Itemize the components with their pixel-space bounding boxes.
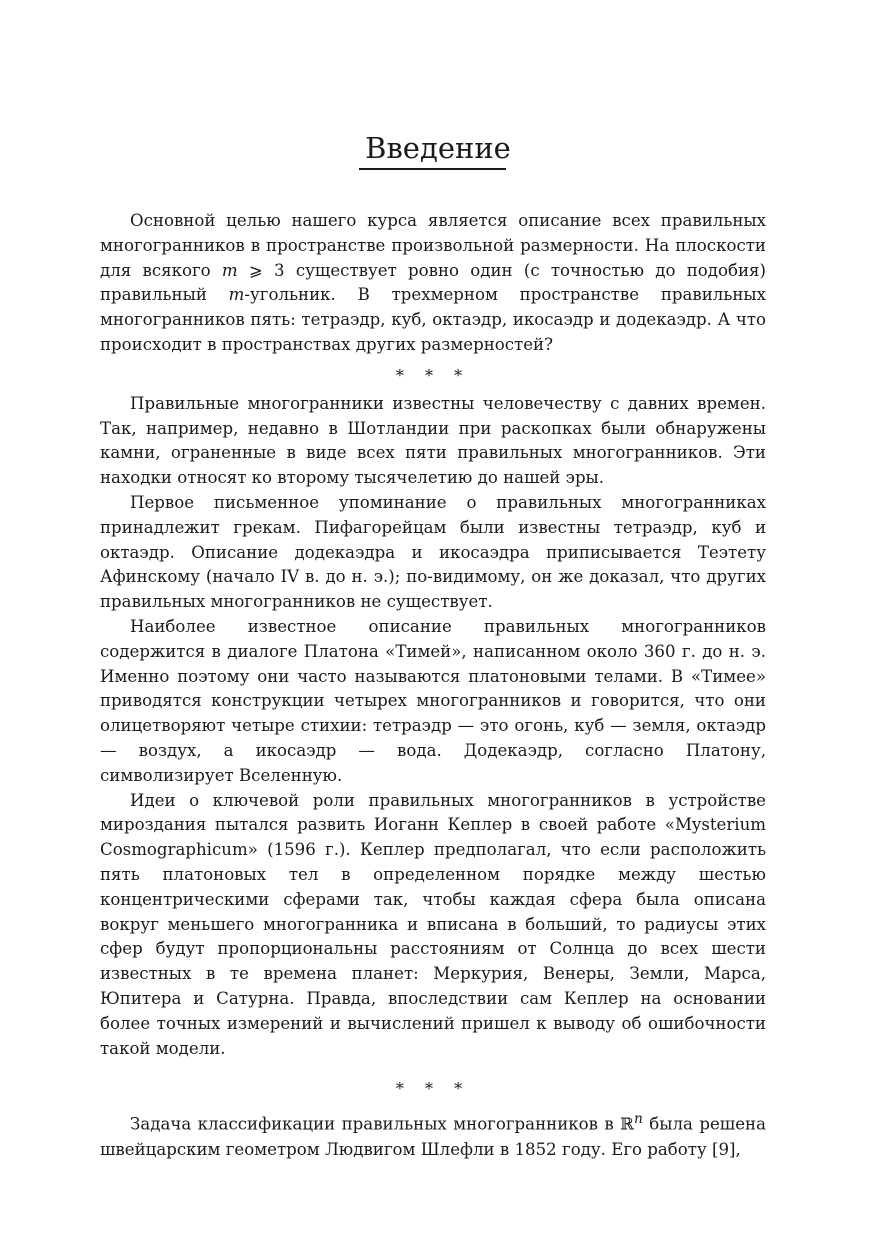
math-exponent: n bbox=[633, 1111, 643, 1128]
paragraph-6 bbox=[100, 1107, 766, 1162]
section-separator: * * * bbox=[395, 365, 471, 385]
p1-text-a: Основной целью нашего курса является описание всех правильных многогранников в пространстве произвольной размерности. На плоскости для всякого bbox=[100, 211, 766, 280]
p6-text-a: Задача классификации правильных многогранников в bbox=[130, 1114, 621, 1134]
p1-text-b: существует ровно один (с точностью до подобия) правильный bbox=[100, 260, 766, 305]
math-condition: ⩾ 3 bbox=[237, 260, 285, 280]
math-real-space: ℝ bbox=[620, 1114, 634, 1134]
chapter-title: Введение bbox=[365, 131, 511, 165]
paragraph-1 bbox=[100, 209, 766, 358]
paragraph-3: Первое письменное упоминание о правильных многогранниках принадлежит грекам. Пифагорейцам были известны тетраэдр, куб и октаэдр. Описание додекаэдра и икосаэдра приписывается Теэтету Афинскому (начало IV в. до н. э.); по-видимому, он же доказал, что других правильных многогранников не существует. bbox=[100, 492, 766, 612]
p1-text-c: -угольник. В трехмерном пространстве правильных многогранников пять: тетраэдр, куб, октаэдр, икосаэдр и додекаэдр. А что происходит в пространствах других размерностей? bbox=[100, 285, 766, 354]
p6-text-b: была решена швейцарским геометром Людвигом Шлефли в 1852 году. Его работу [9], bbox=[100, 1114, 767, 1159]
body-text bbox=[100, 209, 766, 1162]
paragraph-5: Идеи о ключевой роли правильных многогранников в устройстве мироздания пытался развить Иоганн Кеплер в своей работе «Mysterium Cosmographicum» (1596 г.). Кеплер предполагал, что если расположить пять платоновых тел в определенном порядке между шестью концентрическими сферами так, чтобы каждая сфера была описана вокруг меньшего многогранника и вписана в больший, то радиусы этих сфер будут пропорциональны расстояниям от Солнца до всех шести известных в те времена планет: Меркурия, Венеры, Земли, Марса, Юпитера и Сатурна. Правда, впоследствии сам Кеплер на основании более точных измерений и вычислений пришел к выводу об ошибочности такой модели. bbox=[100, 790, 766, 1058]
math-m: m bbox=[228, 285, 245, 305]
section-separator: * * * bbox=[395, 1079, 471, 1099]
title-underline bbox=[359, 168, 506, 170]
math-m: m bbox=[221, 260, 238, 280]
paragraph-4: Наиболее известное описание правильных многогранников содержится в диалоге Платона «Тимей», написанном около 360 г. до н. э. Именно поэтому они часто называются платоновыми телами. В «Тимее» приводятся конструкции четырех многогранников и говорится, что они олицетворяют четыре стихии: тетраэдр — это огонь, куб — земля, октаэдр — воздух, а икосаэдр — вода. Додекаэдр, согласно Платону, символизирует Вселенную. bbox=[100, 616, 766, 785]
paragraph-2: Правильные многогранники известны человечеству с давних времен. Так, например, недавно в Шотландии при раскопках были обнаружены камни, ограненные в виде всех пяти правильных многогранников. Эти находки относят ко второму тысячелетию до нашей эры. bbox=[100, 393, 766, 488]
